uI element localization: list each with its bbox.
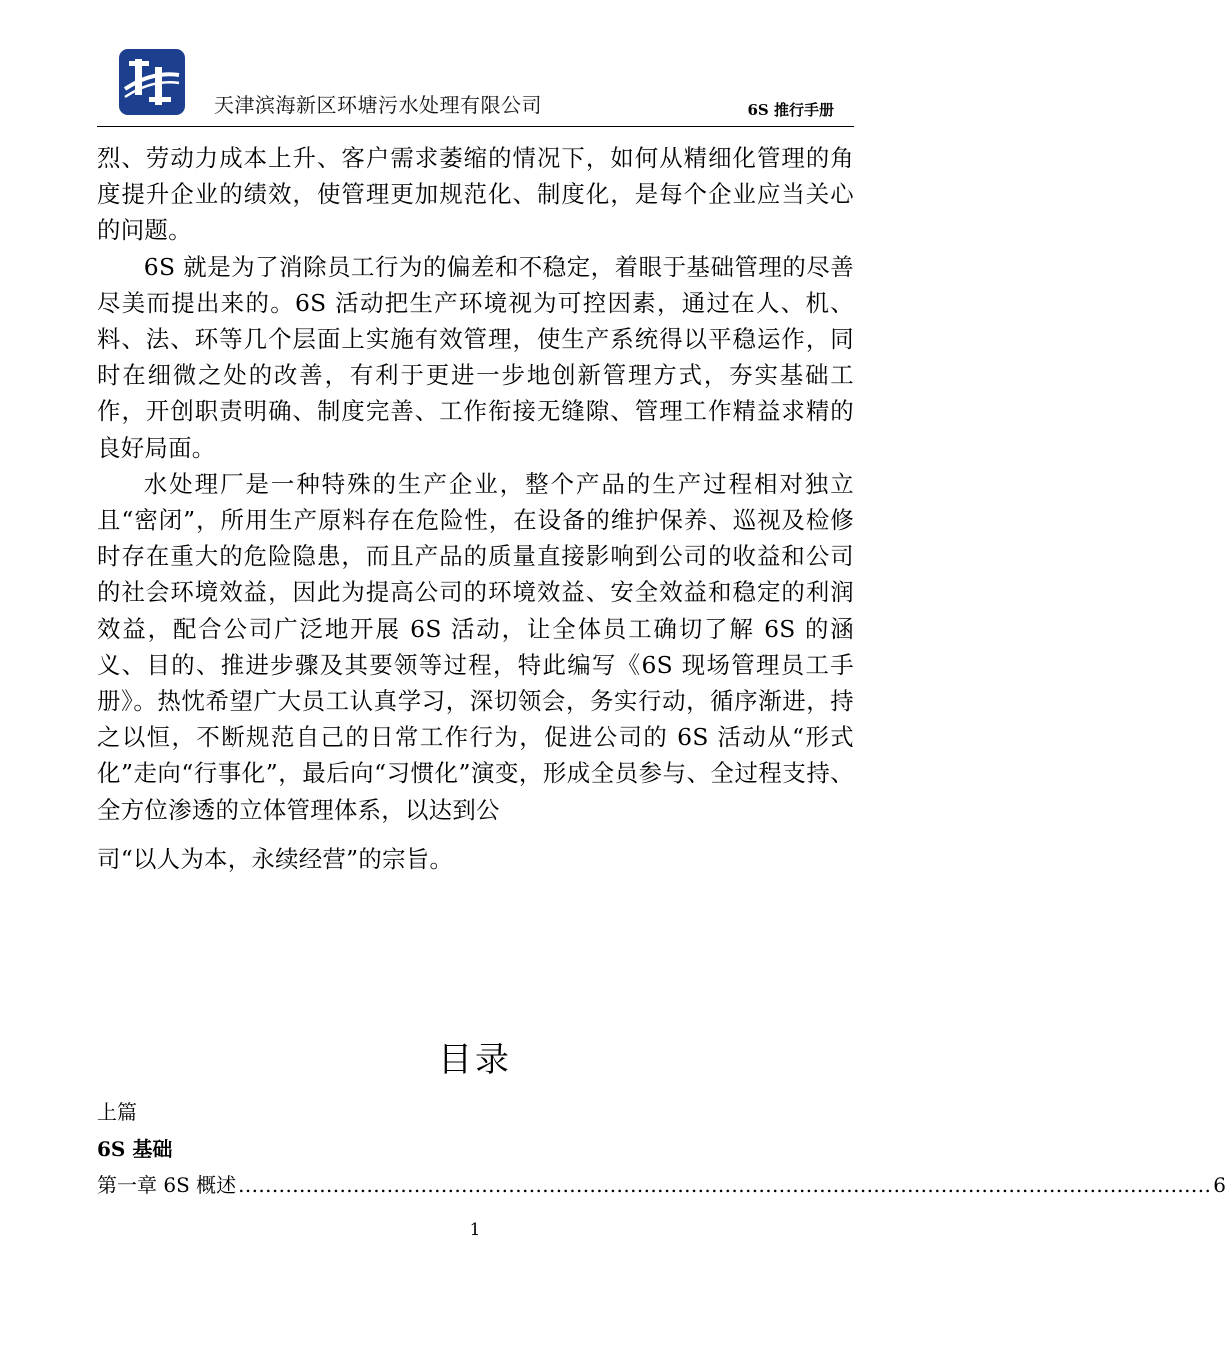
toc-entry-page: 6 [1213,1173,1226,1197]
manual-title: 6S 推行手册 [747,101,834,119]
page-number: 1 [469,1220,481,1240]
company-name: 天津滨海新区环塘污水处理有限公司 [214,93,542,117]
toc-entry[interactable] [97,1169,1226,1198]
toc-entry-label: 第一章 6S 概述 [97,1173,237,1197]
paragraph-continued: 烈、劳动力成本上升、客户需求萎缩的情况下，如何从精细化管理的角度提升企业的绩效，使管理更加规范化、制度化，是每个企业应当关心的问题。 [97,144,854,245]
paragraph-closing-line: 司“以人为本，永续经营”的宗旨。 [97,844,454,873]
page-header [97,40,854,127]
toc-section-label: 6S 基础 [97,1137,173,1161]
toc-part-label: 上篇 [97,1100,137,1124]
body-text [97,140,854,877]
paragraph-6s-purpose: 6S 就是为了消除员工行为的偏差和不稳定，着眼于基础管理的尽善尽美而提出来的。6S 活动把生产环境视为可控因素，通过在人、机、料、法、环等几个层面上实施有效管理，使生产系统得以平稳运作，同时在细微之处的改善，有利于更进一步地创新管理方式，夯实基础工作，开创职责明确、制度完善、工作衔接无缝隙、管理工作精益求精的良好局面。 [97,252,854,462]
toc-entry-leader: ................................................................................................................................................ [238,1173,1212,1197]
paragraph-water-plant: 水处理厂是一种特殊的生产企业，整个产品的生产过程相对独立且“密闭”，所用生产原料存在危险性，在设备的维护保养、巡视及检修时存在重大的危险隐患，而且产品的质量直接影响到公司的收益和公司的社会环境效益，因此为提高公司的环境效益、安全效益和稳定的利润效益，配合公司广泛地开展 6S 活动，让全体员工确切了解 6S 的涵义、目的、推进步骤及其要领等过程，特此编写《6S 现场管理员工手册》。热忱希望广大员工认真学习，深切领会，务实行动，循序渐进，持之以恒，不断规范自己的日常工作行为，促进公司的 6S 活动从“形式化”走向“行事化”，最后向“习惯化”演变，形成全员参与、全过程支持、全方位渗透的立体管理体系，以达到公 [97,469,854,824]
toc-title: 目录 [438,1040,512,1080]
company-logo-icon [119,49,185,115]
